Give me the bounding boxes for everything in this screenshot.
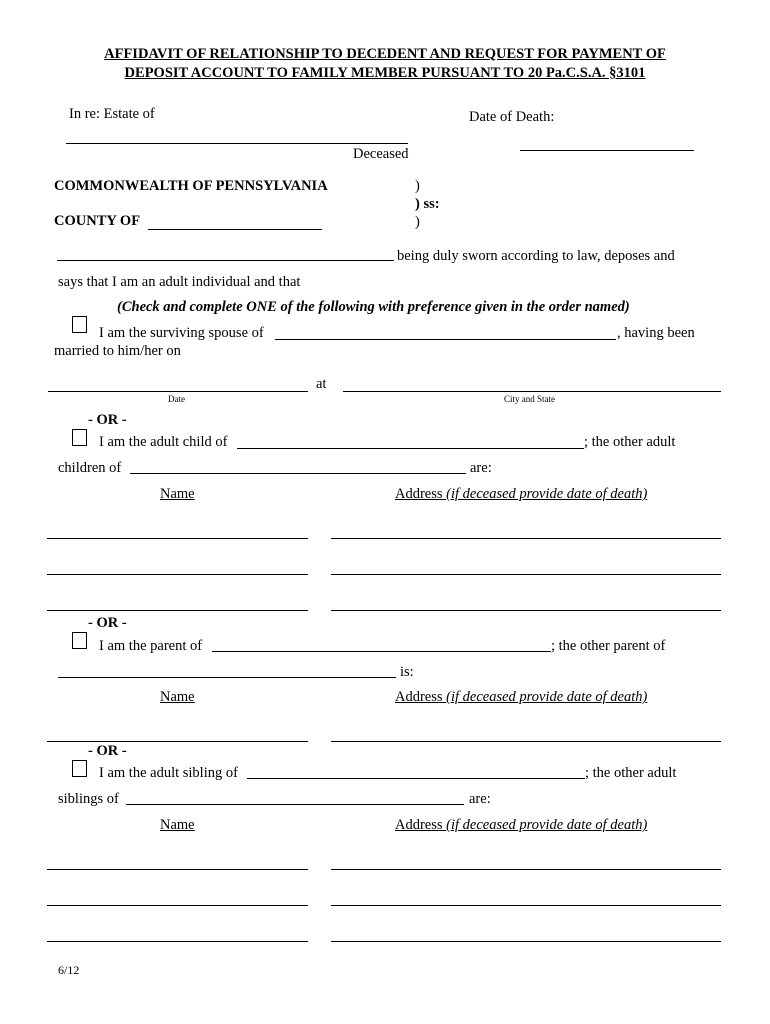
- child-text: I am the adult child of: [99, 434, 228, 450]
- sibling-address-field-3[interactable]: [331, 941, 721, 942]
- instruction-text: (Check and complete ONE of the following with preference given in the order named): [117, 299, 630, 315]
- other-parent-field[interactable]: [58, 677, 396, 678]
- estate-name-field[interactable]: [66, 143, 408, 144]
- sibling-are-text: are:: [469, 791, 491, 807]
- revision-label: 6/12: [58, 963, 80, 977]
- city-state-caption: City and State: [504, 394, 555, 404]
- marriage-date-field[interactable]: [48, 391, 308, 392]
- sibling-decedent-field[interactable]: [247, 778, 585, 779]
- having-been-text: , having been: [617, 325, 695, 341]
- siblings-of-field[interactable]: [126, 804, 464, 805]
- children-of-text: children of: [58, 460, 122, 476]
- child-address-field-1[interactable]: [331, 538, 721, 539]
- child-name-field-2[interactable]: [47, 574, 308, 575]
- deceased-label: Deceased: [353, 146, 409, 162]
- parent-name-header: Name: [160, 689, 195, 705]
- child-address-note: (if deceased provide date of death): [446, 486, 648, 502]
- sibling-address-note: (if deceased provide date of death): [446, 817, 648, 833]
- child-address-field-2[interactable]: [331, 574, 721, 575]
- spouse-decedent-field[interactable]: [275, 339, 616, 340]
- ss-label: ) ss:: [415, 196, 440, 212]
- child-other-adult-text: ; the other adult: [584, 434, 676, 450]
- says-text: says that I am an adult individual and that: [58, 274, 301, 290]
- parent-text: I am the parent of: [99, 638, 203, 654]
- parent-decedent-field[interactable]: [212, 651, 551, 652]
- county-field[interactable]: [148, 229, 322, 230]
- child-address-field-3[interactable]: [331, 610, 721, 611]
- siblings-of-text: siblings of: [58, 791, 119, 807]
- sibling-address-header: Address (if deceased provide date of death): [395, 817, 648, 833]
- children-of-field[interactable]: [130, 473, 466, 474]
- sibling-name-field-1[interactable]: [47, 869, 308, 870]
- sibling-text: I am the adult sibling of: [99, 765, 238, 781]
- spouse-checkbox[interactable]: [72, 316, 87, 333]
- date-caption: Date: [168, 394, 185, 404]
- county-of-label: COUNTY OF: [54, 213, 141, 229]
- other-parent-text: ; the other parent of: [551, 638, 666, 654]
- child-name-field-1[interactable]: [47, 538, 308, 539]
- sibling-address-field-2[interactable]: [331, 905, 721, 906]
- child-name-header: Name: [160, 486, 195, 502]
- parent-checkbox[interactable]: [72, 632, 87, 649]
- affiant-name-field[interactable]: [57, 260, 394, 261]
- sibling-name-header: Name: [160, 817, 195, 833]
- or-divider-1: - OR -: [88, 412, 127, 428]
- or-divider-3: - OR -: [88, 743, 127, 759]
- sibling-other-adult-text: ; the other adult: [585, 765, 677, 781]
- parent-address-field[interactable]: [331, 741, 721, 742]
- child-decedent-field[interactable]: [237, 448, 584, 449]
- at-text: at: [316, 376, 327, 392]
- in-re-label: In re: Estate of: [69, 106, 155, 122]
- parent-address-header: Address (if deceased provide date of death): [395, 689, 648, 705]
- paren-top: ): [415, 178, 420, 194]
- sibling-name-field-2[interactable]: [47, 905, 308, 906]
- child-are-text: are:: [470, 460, 492, 476]
- child-checkbox[interactable]: [72, 429, 87, 446]
- parent-name-field[interactable]: [47, 741, 308, 742]
- married-text: married to him/her on: [54, 343, 181, 359]
- spouse-text: I am the surviving spouse of: [99, 325, 264, 341]
- parent-is-text: is:: [400, 664, 414, 680]
- sibling-name-field-3[interactable]: [47, 941, 308, 942]
- date-of-death-label: Date of Death:: [469, 109, 555, 125]
- paren-bottom: ): [415, 214, 420, 230]
- child-address-header: Address (if deceased provide date of death): [395, 486, 648, 502]
- marriage-place-field[interactable]: [343, 391, 721, 392]
- or-divider-2: - OR -: [88, 615, 127, 631]
- sworn-text: being duly sworn according to law, deposes and: [397, 248, 675, 264]
- form-title-line1: AFFIDAVIT OF RELATIONSHIP TO DECEDENT AND REQUEST FOR PAYMENT OF: [104, 46, 666, 62]
- sibling-address-field-1[interactable]: [331, 869, 721, 870]
- date-of-death-field[interactable]: [520, 150, 694, 151]
- child-name-field-3[interactable]: [47, 610, 308, 611]
- commonwealth-label: COMMONWEALTH OF PENNSYLVANIA: [54, 178, 328, 194]
- form-title-line2: DEPOSIT ACCOUNT TO FAMILY MEMBER PURSUANT TO 20 Pa.C.S.A. §3101: [124, 65, 646, 81]
- sibling-checkbox[interactable]: [72, 760, 87, 777]
- parent-address-note: (if deceased provide date of death): [446, 689, 648, 705]
